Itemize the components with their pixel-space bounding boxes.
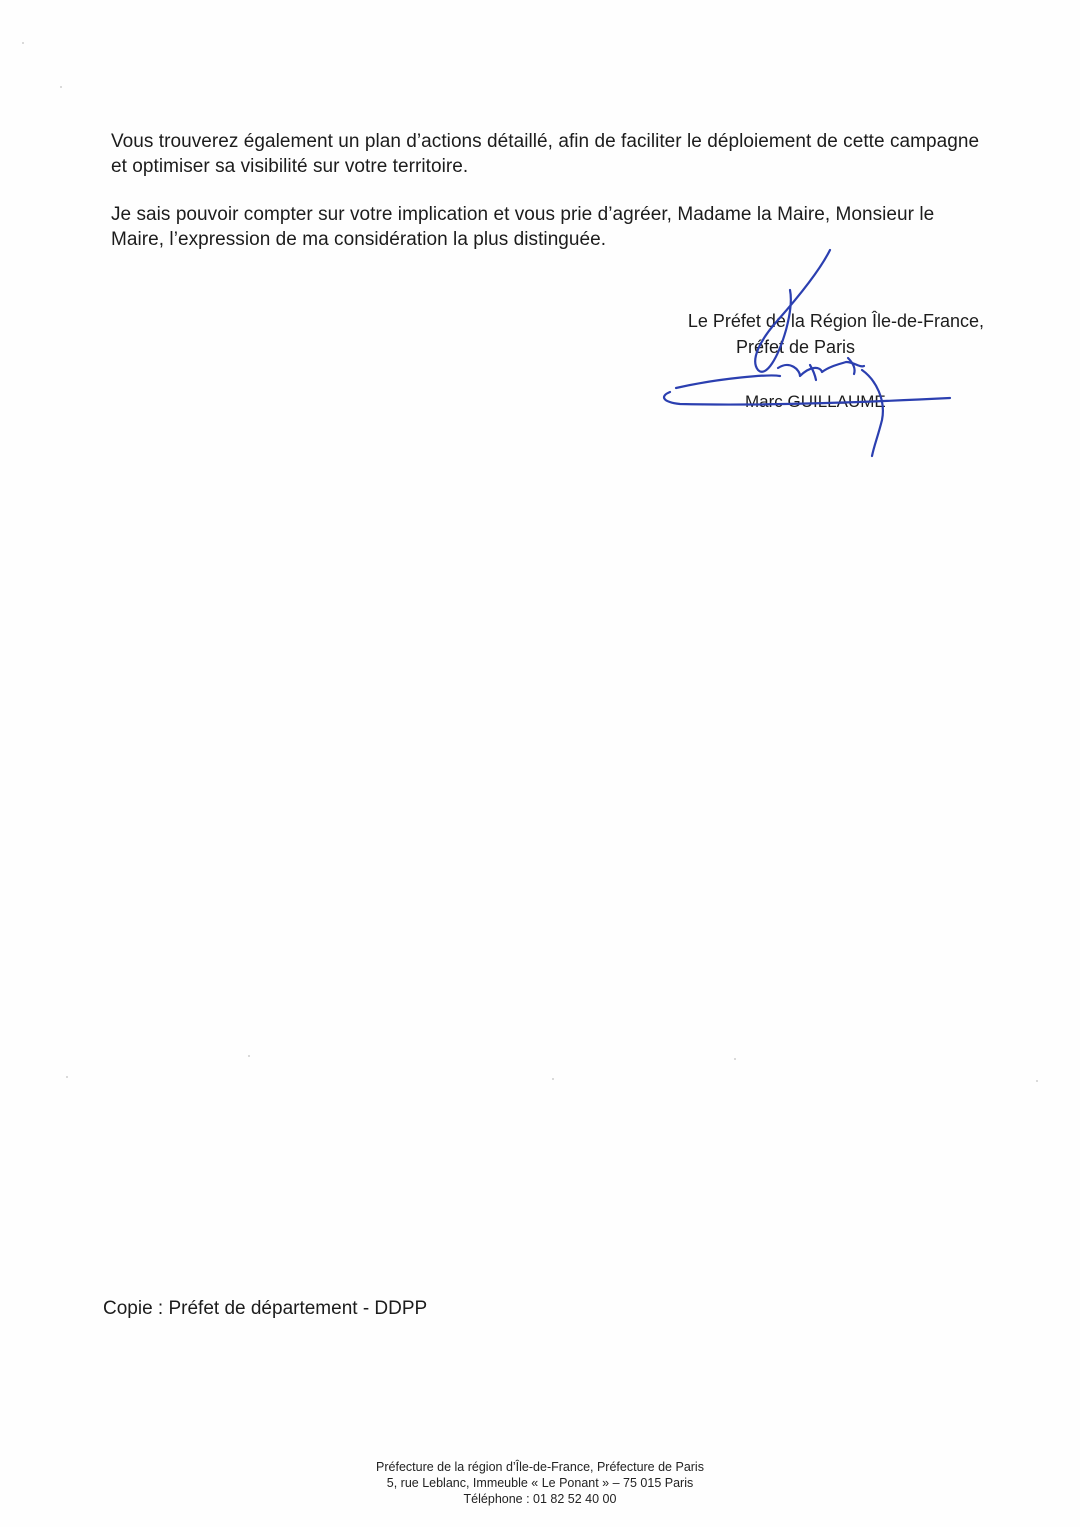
handwritten-signature (650, 240, 970, 470)
scan-speck (60, 86, 62, 88)
scan-speck (552, 1078, 554, 1080)
scan-speck (22, 42, 24, 44)
scan-speck (734, 1058, 736, 1060)
scan-speck (1036, 1080, 1038, 1082)
scan-speck (248, 1055, 250, 1057)
scan-speck (66, 1076, 68, 1078)
footer-line-prefecture: Préfecture de la région d’Île-de-France, Préfecture de Paris (376, 1460, 704, 1474)
footer-line-address: 5, rue Leblanc, Immeuble « Le Ponant » – 75 015 Paris (386, 1476, 694, 1490)
footer-address (0, 1459, 1080, 1507)
body-paragraph-plan: Vous trouverez également un plan d’actions détaillé, afin de faciliter le déploiement de cette campagne et optimiser sa visibilité sur votre territoire. (111, 131, 980, 177)
footer-line-phone: Téléphone : 01 82 52 40 00 (463, 1492, 617, 1506)
copy-notice: Copie : Préfet de département - DDPP (103, 1298, 428, 1319)
signatory-name: Marc GUILLAUME (745, 392, 886, 411)
body-paragraph-closing: Je sais pouvoir compter sur votre implication et vous prie d’agréer, Madame la Maire, Monsieur le Maire, l’expression de ma considération la plus distinguée. (111, 204, 935, 250)
signatory-title-region: Le Préfet de la Région Île-de-France, (687, 311, 984, 331)
signatory-title-paris: Préfet de Paris (736, 337, 856, 357)
